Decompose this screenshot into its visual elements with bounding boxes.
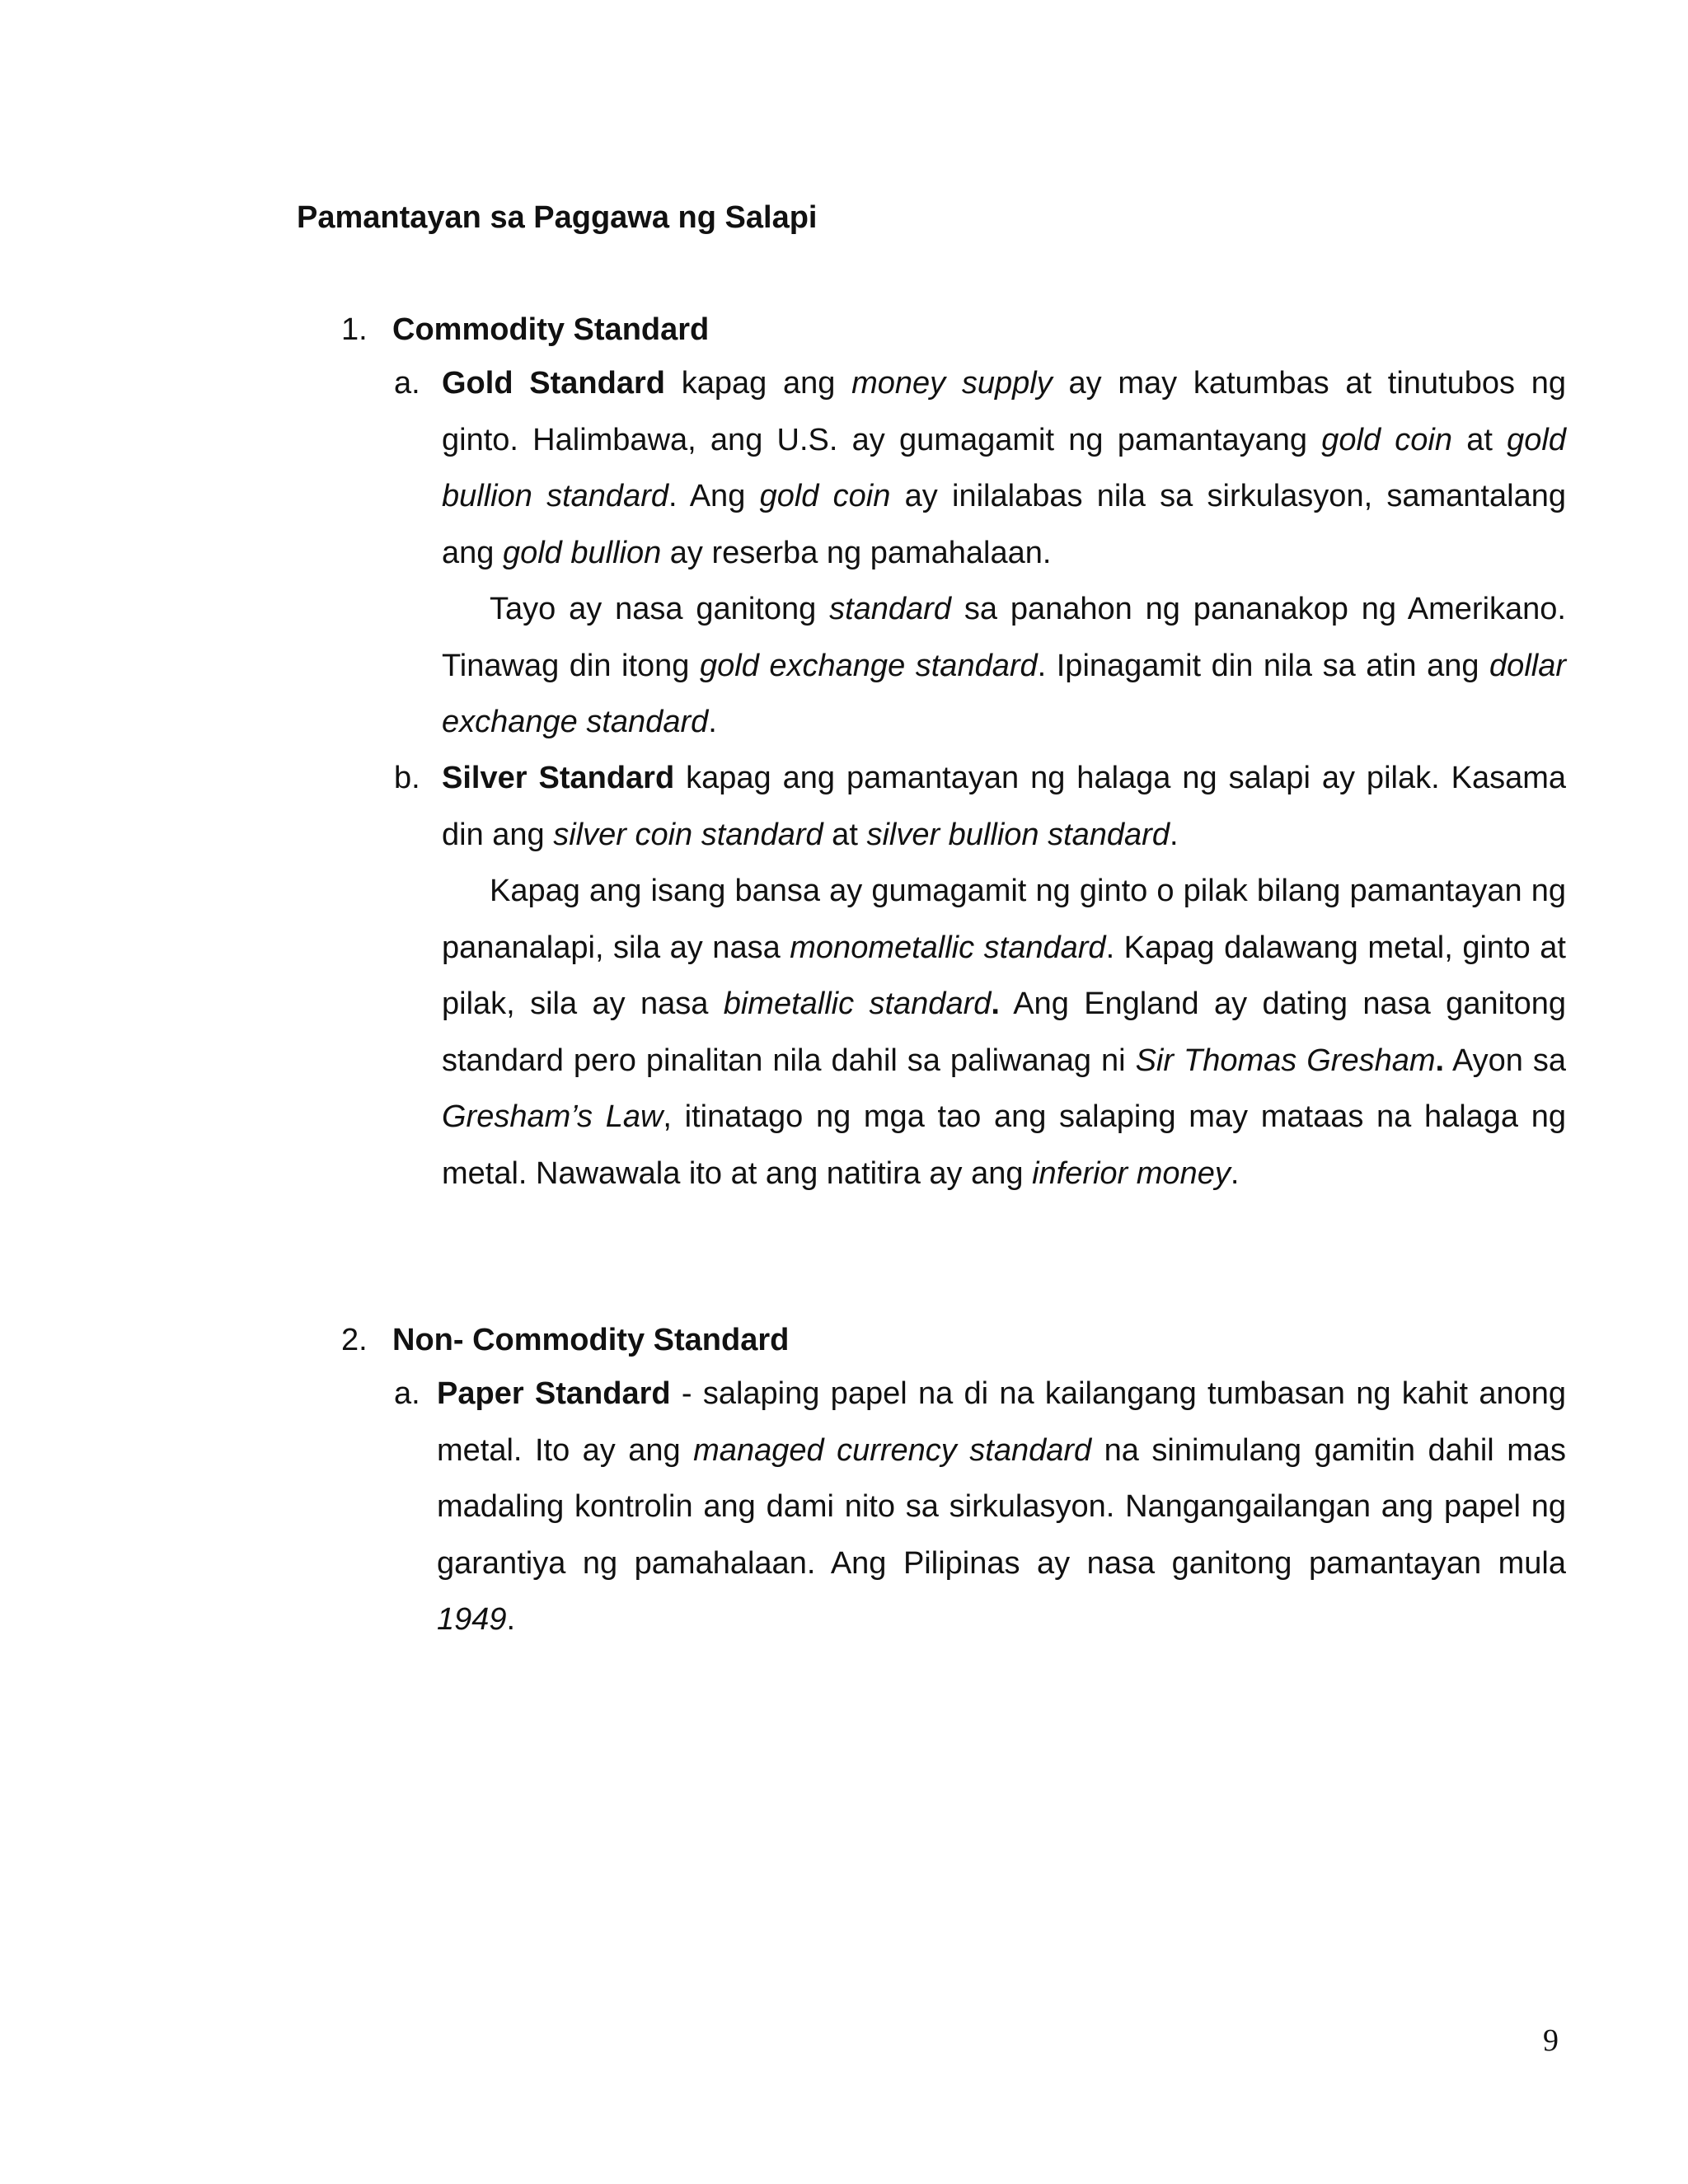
text: . Ipinagamit din nila sa atin ang [1037,648,1490,683]
text: sa panahon ng pananakop ng Amerikano. Tinawag din itong [442,592,1566,683]
text: . Kapag dalawang metal, ginto at pilak, sila ay nasa [442,930,1566,1021]
bold-punctuation: . [991,987,1000,1021]
section-number: 2. [341,1323,368,1357]
section-title: Commodity Standard [392,312,710,347]
paper-standard-paragraph [437,1366,1566,1648]
italic-term: money supply [851,366,1053,401]
text: ay inilalabas nila sa sirkulasyon, samantalang ang [442,479,1566,570]
italic-term: silver coin standard [553,817,823,852]
italic-term: gold bullion [502,535,662,570]
text: at [1452,422,1507,457]
text: ay reserba ng pamahalaan. [661,535,1052,570]
gold-standard-paragraph-2 [442,581,1566,751]
text: . Ang [668,479,760,513]
page-number: 9 [1543,2023,1559,2058]
item-letter: b. [394,761,420,795]
item-letter: a. [394,1376,420,1411]
italic-term: gold exchange standard [700,648,1038,683]
text: kapag ang [664,366,852,401]
italic-term: inferior money [1032,1155,1231,1191]
text: , itinatago ng mga tao ang salaping may mataas na halaga ng metal. Nawawala ito at ang natitira ay ang [442,1099,1566,1191]
section-number: 1. [341,312,368,347]
italic-term: 1949 [437,1602,507,1637]
section-title: Non- Commodity Standard [392,1323,790,1357]
italic-term: managed currency standard [693,1432,1092,1468]
text: . [708,705,717,739]
italic-term: monometallic standard [790,930,1106,965]
text: . [1230,1155,1240,1191]
text: . [1169,817,1179,852]
silver-standard-paragraph-2 [442,863,1566,1202]
text: kapag ang pamantayan ng halaga ng salapi ay pilak. Kasama din ang [442,761,1567,852]
item-heading: Silver Standard [442,761,675,795]
italic-term: standard [829,592,951,626]
text: ay may katumbas at tinutubos ng ginto. Halimbawa, ang U.S. ay gumagamit ng pamantayang [442,366,1566,457]
item-letter: a. [394,366,420,401]
page-title: Pamantayan sa Paggawa ng Salapi [297,200,818,235]
silver-standard-paragraph [442,750,1566,863]
text: Ang England ay dating nasa ganitong standard pero pinalitan nila dahil sa paliwanag ni [442,987,1566,1078]
text: Kapag ang isang bansa ay gumagamit ng ginto o pilak bilang pamantayan ng pananalapi, sila ay nasa [442,874,1566,965]
italic-term: gold coin [759,479,891,513]
italic-term: Gresham’s Law [442,1099,663,1134]
italic-term: gold coin [1321,422,1453,457]
italic-term: Sir Thomas Gresham [1135,1043,1436,1078]
text: at [823,817,867,852]
bold-punctuation: . [1435,1043,1445,1078]
item-heading: Gold Standard [442,366,665,401]
text: Ayon sa [1444,1043,1566,1078]
italic-term: silver bullion standard [866,817,1170,852]
text: Tayo ay nasa ganitong [490,592,830,626]
italic-term: gold bullion standard [442,422,1566,513]
text: na sinimulang gamitin dahil mas madaling kontrolin ang dami nito sa sirkulasyon. Nangangailangan ang papel ng garantiya ng pamahalaan. Ang Pilipinas ay nasa ganitong pamantayan mula [437,1432,1567,1581]
item-heading: Paper Standard [437,1376,671,1411]
italic-term: dollar exchange standard [442,648,1566,739]
gold-standard-paragraph [442,355,1566,581]
text: . [506,1602,516,1637]
italic-term: bimetallic standard [723,987,992,1021]
text: - salaping papel na di na kailangang tumbasan ng kahit anong metal. Ito ay ang [437,1376,1566,1468]
